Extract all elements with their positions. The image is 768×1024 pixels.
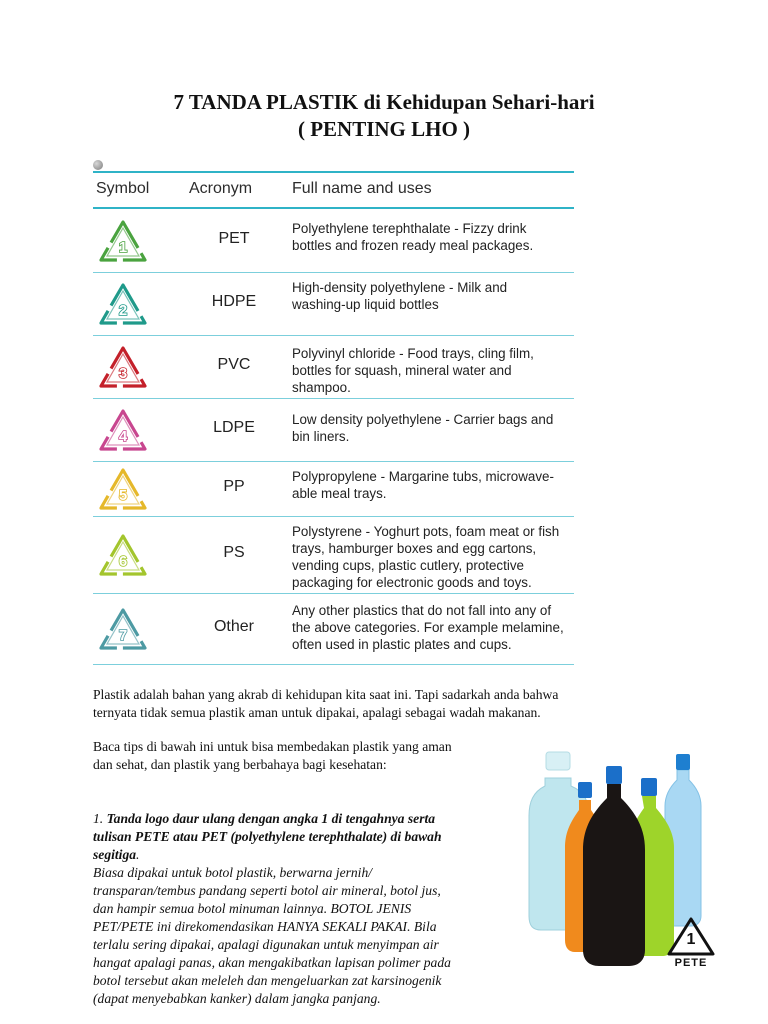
pete-number: 1 xyxy=(686,931,696,948)
tip-1-bold-line-2: tulisan PETE atau PET (polyethylene terephthalate) di bawah xyxy=(93,829,442,844)
table-row xyxy=(93,462,574,517)
recycling-symbol-icon xyxy=(97,606,149,652)
tip-1-body-line: transparan/tembus pandang seperti botol air mineral, botol jus, xyxy=(93,883,441,898)
tip-1-body-line: Biasa dipakai untuk botol plastik, berwarna jernih/ xyxy=(93,865,373,880)
table-row xyxy=(93,517,574,594)
full-name-line: Polystyrene - Yoghurt pots, foam meat or fish xyxy=(292,524,560,539)
full-name-line: able meal trays. xyxy=(292,486,387,501)
table-header xyxy=(93,171,574,209)
tip-1 xyxy=(93,810,513,1008)
table-row xyxy=(93,273,574,336)
tip-1-number: 1. xyxy=(93,811,104,826)
acronym-cell: LDPE xyxy=(213,419,255,436)
tip-1-body-line: dan hampir semua botol minuman lainnya. BOTOL JENIS xyxy=(93,901,412,916)
full-name-line: bin liners. xyxy=(292,429,350,444)
table-row xyxy=(93,336,574,399)
acronym-cell: HDPE xyxy=(211,293,257,310)
acronym-cell: PVC xyxy=(217,356,251,373)
recycling-symbol-icon xyxy=(97,344,149,390)
acronym-cell: PET xyxy=(218,230,250,247)
full-name-line: the above categories. For example melamine, xyxy=(292,620,564,635)
full-name-line: Low density polyethylene - Carrier bags and xyxy=(292,412,554,427)
full-name-line: often used in plastic plates and cups. xyxy=(292,637,512,652)
full-name-line: vending cups, plastic cutlery, protective xyxy=(292,558,524,573)
header-full-name: Full name and uses xyxy=(292,180,432,197)
tip-1-body-line: terlalu sering dipakai, apalagi digunakan untuk menyimpan air xyxy=(93,937,439,952)
full-name-cell xyxy=(292,220,574,254)
tips-intro-line-1: Baca tips di bawah ini untuk bisa membedakan plastik yang aman xyxy=(93,739,452,754)
header-acronym: Acronym xyxy=(189,180,253,197)
recycling-number: 4 xyxy=(118,428,128,445)
full-name-cell xyxy=(292,523,574,591)
full-name-cell xyxy=(292,279,574,313)
recycling-symbol-icon xyxy=(97,218,149,264)
table-row xyxy=(93,399,574,462)
tip-1-heading xyxy=(93,810,513,828)
table-row xyxy=(93,594,574,665)
recycling-number: 2 xyxy=(118,302,128,319)
page-subtitle: ( PENTING LHO ) xyxy=(297,117,471,141)
tip-1-body-line: PET/PETE ini direkomendasikan HANYA SEKALI PAKAI. Bila xyxy=(93,919,437,934)
recycling-symbol-icon xyxy=(97,466,149,512)
full-name-line: Any other plastics that do not fall into any of xyxy=(292,603,552,618)
full-name-line: High-density polyethylene - Milk and xyxy=(292,280,508,295)
full-name-cell xyxy=(292,468,574,502)
pete-recycling-icon xyxy=(665,916,717,958)
intro-line-1: Plastik adalah bahan yang akrab di kehidupan kita saat ini. Tapi sadarkah anda bahwa xyxy=(93,687,559,702)
tip-1-body-line: hangat apalagi panas, akan mengakibatkan lapisan polimer pada xyxy=(93,955,451,970)
recycling-symbol-icon xyxy=(97,532,149,578)
full-name-cell xyxy=(292,411,574,445)
globe-icon xyxy=(93,160,103,170)
acronym-cell: PS xyxy=(223,544,245,561)
page-title: 7 TANDA PLASTIK di Kehidupan Sehari-hari xyxy=(173,90,595,114)
recycling-number: 6 xyxy=(118,553,128,570)
recycling-number: 7 xyxy=(118,627,128,644)
full-name-line: bottles and frozen ready meal packages. xyxy=(292,238,534,253)
full-name-line: shampoo. xyxy=(292,380,351,395)
full-name-line: washing-up liquid bottles xyxy=(292,297,439,312)
full-name-cell xyxy=(292,602,574,653)
recycling-number: 3 xyxy=(118,365,128,382)
recycling-symbol-icon xyxy=(97,407,149,453)
tip-1-body-line: (dapat menyebabkan kanker) dalam jangka panjang. xyxy=(93,991,381,1006)
acronym-cell: PP xyxy=(223,478,245,495)
full-name-line: bottles for squash, mineral water and xyxy=(292,363,512,378)
full-name-line: packaging for electronic goods and toys. xyxy=(292,575,532,590)
tips-intro-line-2: dan sehat, dan plastik yang berbahaya bagi kesehatan: xyxy=(93,757,387,772)
plastic-symbols-table xyxy=(93,171,574,665)
recycling-number: 5 xyxy=(118,487,128,504)
full-name-line: trays, hamburger boxes and egg cartons, xyxy=(292,541,537,556)
header-symbol: Symbol xyxy=(96,180,150,197)
tip-1-bold-line-3: segitiga xyxy=(93,847,137,862)
tip-1-bold-end: . xyxy=(136,847,140,862)
pete-label: PETE xyxy=(674,957,708,969)
recycling-number: 1 xyxy=(118,239,128,256)
full-name-line: Polyethylene terephthalate - Fizzy drink xyxy=(292,221,527,236)
recycling-symbol-icon xyxy=(97,281,149,327)
acronym-cell: Other xyxy=(213,618,254,635)
tip-1-bold-line-1: Tanda logo daur ulang dengan angka 1 di tengahnya serta xyxy=(106,811,436,826)
full-name-line: Polypropylene - Margarine tubs, microwave- xyxy=(292,469,554,484)
table-row xyxy=(93,209,574,273)
full-name-line: Polyvinyl chloride - Food trays, cling film, xyxy=(292,346,534,361)
tip-1-body-line: botol tersebut akan meleleh dan mengeluarkan zat karsinogenik xyxy=(93,973,442,988)
intro-line-2: ternyata tidak semua plastik aman untuk dipakai, apalagi sebagai wadah makanan. xyxy=(93,705,541,720)
full-name-cell xyxy=(292,345,574,396)
